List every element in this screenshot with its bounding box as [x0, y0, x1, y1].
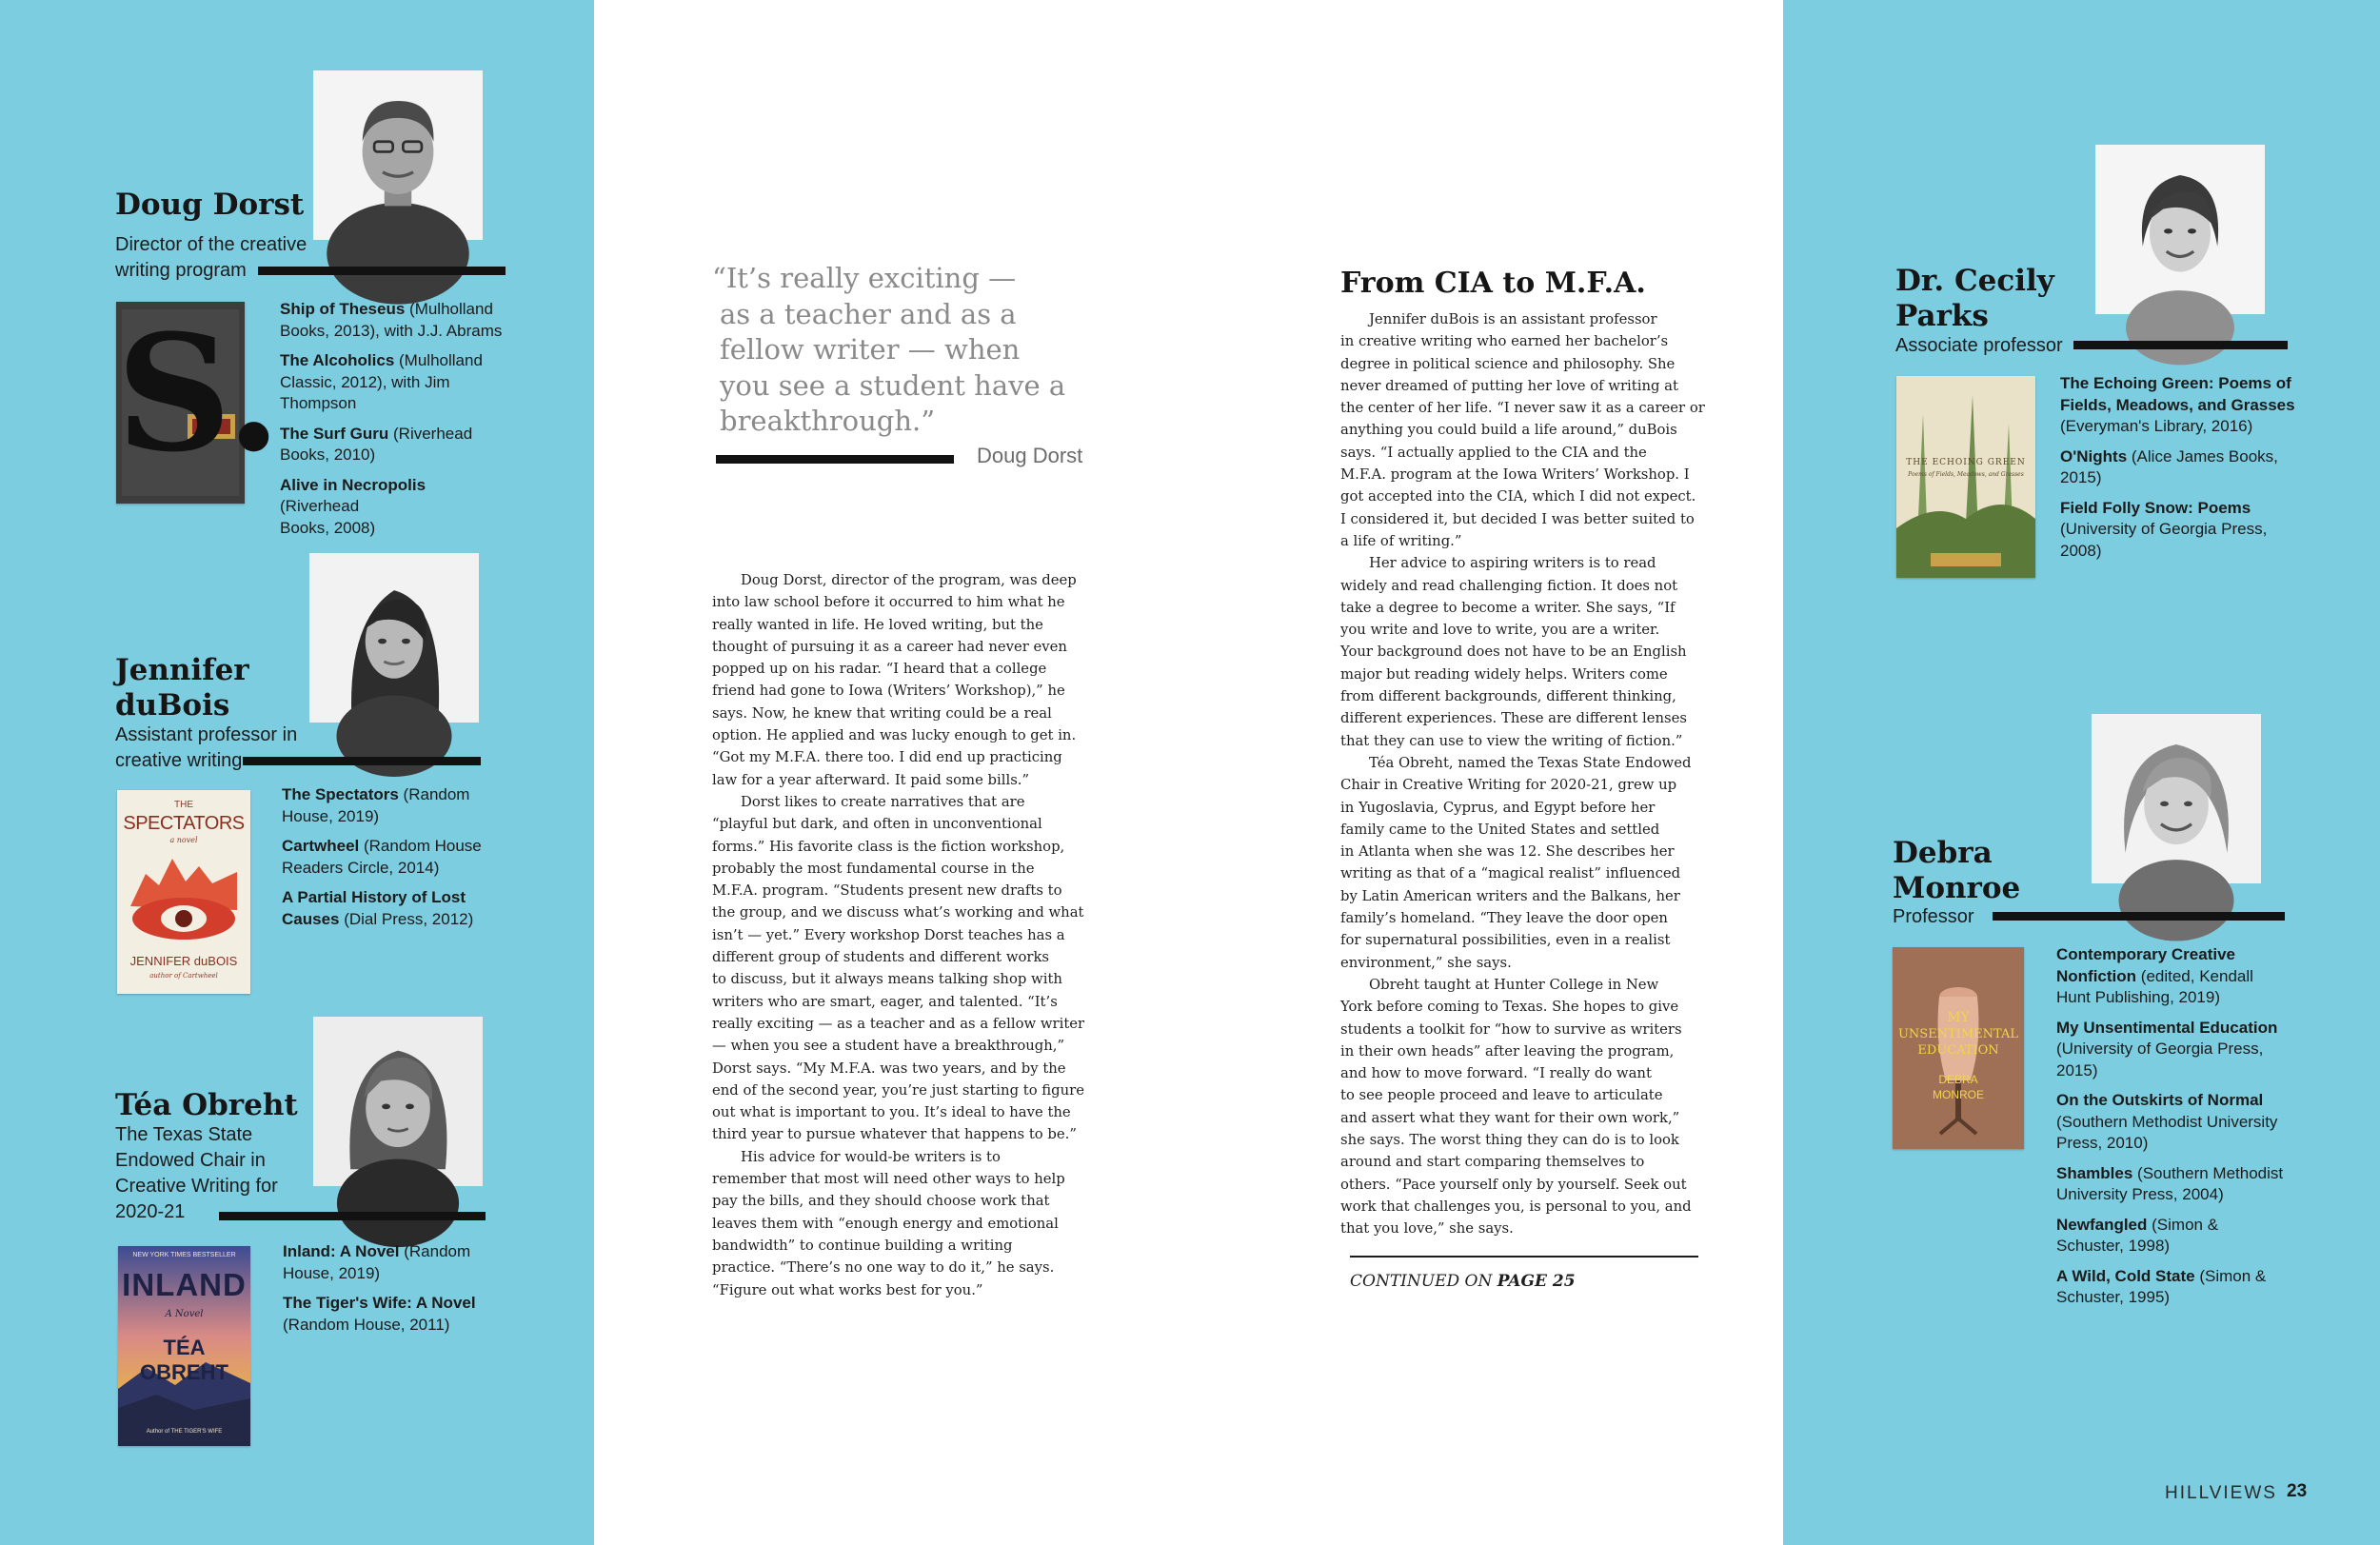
article-line: different experiences. These are different lenses — [1340, 710, 1687, 727]
article-line: Dorst likes to create narratives that are — [741, 793, 1025, 810]
article-line: I considered it, but decided I was better suited to — [1340, 510, 1695, 527]
article-column-1 — [712, 569, 1083, 1301]
article-line: law for a year afterward. It paid some bills.” — [712, 771, 1030, 788]
article-line: environment,” she says. — [1340, 954, 1512, 971]
article-line: says. “I actually applied to the CIA and the — [1340, 444, 1647, 461]
book-entry: On the Outskirts of Normal (Southern Methodist University Press, 2010) — [2056, 1091, 2278, 1152]
book-entry: The Surf Guru (Riverhead Books, 2010) — [280, 424, 473, 464]
article-line: she says. The worst thing they can do is to look — [1340, 1131, 1679, 1148]
book-entry: O'Nights (Alice James Books, 2015) — [2060, 446, 2278, 486]
article-line: option. He applied and was lucky enough to get in. — [712, 727, 1077, 744]
article-line: remember that most will need other ways to help — [712, 1171, 1065, 1188]
article-line: Obreht taught at Hunter College in New — [1369, 976, 1659, 993]
jennifer-dubois-book-list — [282, 784, 510, 939]
article-line: “playful but dark, and often in unconventional — [712, 816, 1042, 833]
book-entry: Field Folly Snow: Poems (University of Georgia Press, 2008) — [2060, 498, 2268, 560]
article-line: in Atlanta when she was 12. She describes her — [1340, 843, 1675, 861]
footer-page-number: 23 — [2287, 1481, 2308, 1501]
cecily-parks-name: Dr. Cecily Parks — [1895, 264, 2054, 333]
article-line: M.F.A. program at the Iowa Writers’ Workshop. I — [1340, 466, 1690, 484]
doug-dorst-book-cover: S. — [116, 302, 245, 504]
article-line: — when you see a student have a breakthrough,” — [712, 1038, 1065, 1055]
book-entry: The Spectators (Random House, 2019) — [282, 785, 470, 825]
continued-rule — [1350, 1256, 1698, 1258]
article-line: anything you could build a life around,” duBois — [1340, 422, 1677, 439]
doug-dorst-name: Doug Dorst — [115, 188, 305, 222]
book-entry: My Unsentimental Education (University of Georgia Press, 2015) — [2056, 1018, 2278, 1080]
article-line: practice. “There’s no one way to do it,” he says. — [712, 1259, 1055, 1277]
article-line: leaves them with “enough energy and emotional — [712, 1215, 1059, 1232]
article-line: widely and read challenging fiction. It does not — [1340, 577, 1678, 594]
article-line: work that challenges you, is personal to you, and — [1340, 1198, 1692, 1215]
jennifer-dubois-name: Jennifer duBois — [115, 653, 249, 723]
article-line: really exciting — as a teacher and as a fellow writer — [712, 1015, 1085, 1032]
article-line: really wanted in life. He loved writing, but the — [712, 616, 1043, 633]
article-line: Doug Dorst, director of the program, was deep — [741, 572, 1077, 588]
tea-obreht-name: Téa Obreht — [115, 1088, 298, 1122]
article-line: says. Now, he knew that writing could be a real — [712, 704, 1052, 722]
article-line: that you love,” she says. — [1340, 1220, 1514, 1238]
pull-quote-rule — [716, 455, 954, 464]
doug-dorst-rule — [258, 267, 506, 275]
jennifer-dubois-rule — [243, 757, 481, 765]
article-column-2 — [1340, 308, 1706, 1239]
article-line: that they can use to view the writing of fiction.” — [1340, 732, 1683, 749]
article-line: in creative writing who earned her bachelor’s — [1340, 333, 1669, 350]
debra-monroe-book-cover: MY UNSENTIMENTAL EDUCATION DEBRA MONROE — [1893, 947, 2024, 1149]
doug-dorst-portrait — [313, 70, 483, 240]
article-line: into law school before it occurred to him what he — [712, 594, 1065, 611]
article-line: got accepted into the CIA, which I did not expect. — [1340, 488, 1696, 505]
article-line: family came to the United States and settled — [1340, 821, 1660, 838]
cecily-parks-role: Associate professor — [1895, 335, 2063, 356]
article-line: isn’t — yet.” Every workshop Dorst teaches has a — [712, 926, 1065, 943]
article-line: end of the second year, you’re just starting to figure — [712, 1081, 1085, 1099]
article-line: to see people proceed and leave to articulate — [1340, 1087, 1663, 1104]
article-line: degree in political science and philosophy. She — [1340, 355, 1676, 372]
article-line: “Figure out what works best for you.” — [712, 1281, 983, 1298]
article-line: bandwidth” to continue building a writing — [712, 1237, 1013, 1254]
doug-dorst-role: Director of the creative writing program — [115, 234, 307, 281]
tea-obreht-book-list — [283, 1241, 502, 1344]
article-line: Her advice to aspiring writers is to read — [1369, 555, 1656, 572]
book-entry: The Alcoholics (Mulholland Classic, 2012), with Jim Thompson — [280, 351, 483, 412]
tea-obreht-portrait — [313, 1017, 483, 1186]
footer-magazine-name: HILLVIEWS — [2165, 1483, 2277, 1503]
article-line: Your background does not have to be an English — [1340, 644, 1687, 661]
book-entry: Contemporary Creative Nonfiction (edited, Kendall Hunt Publishing, 2019) — [2056, 945, 2253, 1006]
article-line: to discuss, but it always means talking shop with — [712, 971, 1062, 988]
article-line: York before coming to Texas. She hopes to give — [1340, 999, 1679, 1016]
book-entry: Newfangled (Simon & Schuster, 1998) — [2056, 1215, 2219, 1255]
debra-monroe-rule — [1993, 912, 2285, 921]
tea-obreht-book-cover: NEW YORK TIMES BESTSELLER INLAND A Novel TÉA OBREHT Author of THE TIGER'S WIFE — [118, 1246, 250, 1446]
article-line: “Got my M.F.A. there too. I did end up practicing — [712, 749, 1062, 766]
debra-monroe-portrait — [2092, 714, 2261, 883]
article-line: probably the most fundamental course in the — [712, 860, 1035, 877]
article-line: for supernatural possibilities, even in a realist — [1340, 932, 1671, 949]
cecily-parks-rule — [2073, 341, 2288, 349]
article-line: thought of pursuing it as a career had never even — [712, 638, 1067, 655]
debra-monroe-book-list — [2056, 944, 2313, 1317]
article-line: the center of her life. “I never saw it as a career or — [1340, 400, 1705, 417]
article-line: M.F.A. program. “Students present new drafts to — [712, 882, 1062, 900]
pull-quote-attribution: Doug Dorst — [977, 444, 1083, 467]
article-line: Chair in Creative Writing for 2020-21, grew up — [1340, 777, 1677, 794]
article-line: and assert what they want for their own work,” — [1340, 1109, 1680, 1126]
article-line: the group, and we discuss what’s working and what — [712, 904, 1084, 921]
jennifer-dubois-portrait — [309, 553, 479, 723]
book-entry: The Echoing Green: Poems of Fields, Meadows, and Grasses (Everyman's Library, 2016) — [2060, 374, 2295, 435]
book-entry: Alive in Necropolis (Riverhead Books, 2008) — [280, 475, 426, 537]
article-line: a life of writing.” — [1340, 532, 1462, 549]
book-entry: A Wild, Cold State (Simon & Schuster, 1995) — [2056, 1266, 2267, 1306]
article-line: and how to move forward. “I really do want — [1340, 1065, 1652, 1082]
doug-dorst-book-list — [280, 299, 508, 547]
article-line: others. “Pace yourself only by yourself. Seek out — [1340, 1176, 1687, 1193]
book-entry: A Partial History of Lost Causes (Dial Press, 2012) — [282, 888, 474, 928]
book-entry: Shambles (Southern Methodist University Press, 2004) — [2056, 1163, 2284, 1203]
book-entry: Cartwheel (Random House Readers Circle, 2014) — [282, 837, 482, 877]
article-line: third year to pursue whatever that happens to be.” — [712, 1126, 1077, 1143]
article-line: students a toolkit for “how to survive as writers — [1340, 1020, 1682, 1038]
article-line: you write and love to write, you are a writer. — [1340, 622, 1660, 639]
section-heading: From CIA to M.F.A. — [1340, 267, 1646, 300]
article-line: around and start comparing themselves to — [1340, 1154, 1645, 1171]
article-line: from different backgrounds, different thinking, — [1340, 688, 1676, 705]
jennifer-dubois-book-cover: THE SPECTATORS a novel JENNIFER duBOIS author of Cartwheel — [117, 790, 250, 994]
book-entry: Ship of Theseus (Mulholland Books, 2013), with J.J. Abrams — [280, 300, 503, 340]
article-line: major but reading widely helps. Writers come — [1340, 665, 1668, 683]
article-line: in Yugoslavia, Cyprus, and Egypt before her — [1340, 799, 1656, 816]
article-line: friend had gone to Iowa (Writers’ Workshop),” he — [712, 683, 1065, 700]
jennifer-dubois-role: Assistant professor in creative writing — [115, 724, 298, 771]
article-line: forms.” His favorite class is the fiction workshop, — [712, 838, 1065, 855]
debra-monroe-name: Debra Monroe — [1893, 836, 2021, 905]
article-line: pay the bills, and they should choose work that — [712, 1193, 1050, 1210]
article-line: His advice for would-be writers is to — [741, 1148, 1001, 1165]
article-line: popped up on his radar. “I heard that a college — [712, 661, 1047, 678]
cecily-parks-book-list — [2060, 373, 2308, 570]
article-line: writing as that of a “magical realist” influenced — [1340, 865, 1681, 882]
article-line: by Latin American writers and the Balkans, her — [1340, 887, 1680, 904]
article-line: Jennifer duBois is an assistant professor — [1369, 311, 1657, 327]
article-line: writers who are smart, eager, and talented. “It’s — [712, 993, 1058, 1010]
tea-obreht-role: The Texas State Endowed Chair in Creative Writing for 2020-21 — [115, 1124, 278, 1222]
pull-quote: “It’s really exciting — as a teacher and as a fellow writer — when you see a student have a breakthrough.” — [712, 262, 1066, 437]
article-line: never dreamed of putting her love of writing at — [1340, 377, 1678, 394]
cecily-parks-book-cover: THE ECHOING GREEN Poems of Fields, Meadows, and Grasses — [1896, 376, 2035, 578]
article-line: Dorst says. “My M.F.A. was two years, and by the — [712, 1060, 1066, 1077]
article-line: family’s homeland. “They leave the door open — [1340, 910, 1668, 927]
tea-obreht-rule — [219, 1212, 486, 1220]
continued-on-note: CONTINUED ON PAGE 25 — [1350, 1272, 1576, 1291]
article-line: in their own heads” after leaving the program, — [1340, 1042, 1675, 1060]
article-line: take a degree to become a writer. She says, “If — [1340, 599, 1676, 616]
article-line: out what is important to you. It’s ideal to have the — [712, 1104, 1071, 1121]
book-entry: Inland: A Novel (Random House, 2019) — [283, 1242, 471, 1282]
book-entry: The Tiger's Wife: A Novel (Random House, 2011) — [283, 1294, 476, 1334]
debra-monroe-role: Professor — [1893, 906, 1974, 927]
article-line: different group of students and different works — [712, 949, 1050, 966]
cecily-parks-portrait — [2095, 145, 2265, 314]
article-line: Téa Obreht, named the Texas State Endowed — [1369, 754, 1692, 771]
